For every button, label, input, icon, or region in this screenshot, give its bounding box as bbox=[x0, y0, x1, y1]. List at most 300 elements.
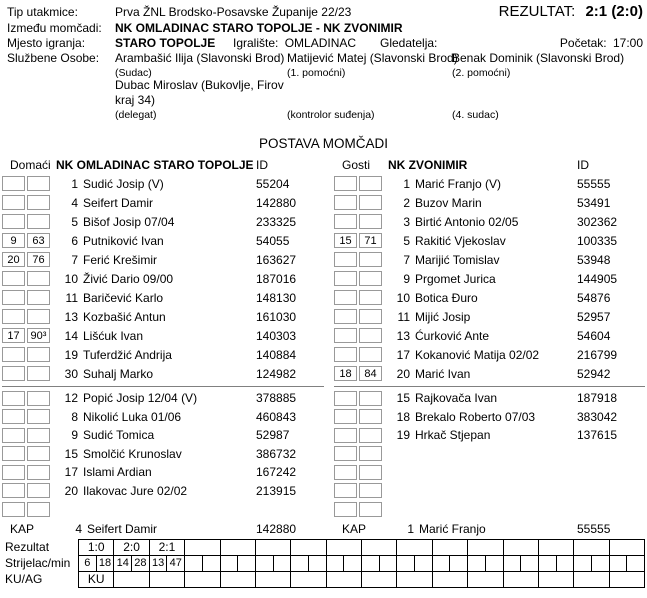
starter-row bbox=[334, 193, 645, 212]
player-name: Buzov Marin bbox=[415, 195, 482, 210]
home-id-header: ID bbox=[256, 157, 268, 172]
player-id: 144905 bbox=[577, 271, 618, 286]
starter-row bbox=[2, 307, 324, 326]
kuag-cell bbox=[397, 572, 432, 588]
teams-label: Između momčadi: bbox=[7, 21, 102, 35]
away-player-rows bbox=[334, 174, 645, 519]
sub-in-cell bbox=[2, 195, 25, 210]
scorer-number-cell bbox=[468, 556, 486, 571]
scorer-minute-pair bbox=[468, 556, 503, 572]
player-id: 216799 bbox=[577, 347, 618, 362]
player-name: Smolčić Krunoslav bbox=[83, 446, 182, 461]
kuag-cell bbox=[291, 572, 326, 588]
sub-minute-cell bbox=[359, 195, 382, 210]
player-number: 15 bbox=[64, 446, 78, 461]
sub-in-cell bbox=[2, 366, 25, 381]
player-id: 124982 bbox=[256, 366, 297, 381]
official-assistant1-role: (1. pomoćni) bbox=[287, 67, 346, 79]
player-name: Islami Ardian bbox=[83, 465, 152, 480]
official-controller-role: (kontrolor suđenja) bbox=[287, 109, 375, 121]
player-id: 100335 bbox=[577, 233, 618, 248]
kuag-cell bbox=[221, 572, 256, 588]
substitute-row bbox=[2, 482, 324, 501]
sub-in-cell bbox=[2, 347, 25, 362]
result-table-column bbox=[291, 540, 326, 588]
player-number: 18 bbox=[396, 409, 410, 424]
kuag-cell bbox=[256, 572, 291, 588]
scorer-minute-cell: 28 bbox=[134, 557, 147, 569]
sub-minute-cell: 71 bbox=[359, 233, 382, 248]
result-table-column bbox=[397, 540, 432, 588]
player-name: Kokanović Matija 02/02 bbox=[415, 347, 540, 362]
sub-in-cell bbox=[334, 290, 357, 305]
score-cell bbox=[539, 540, 574, 556]
sub-minute-cell bbox=[27, 195, 50, 210]
score-cell bbox=[468, 540, 503, 556]
player-id: 140884 bbox=[256, 347, 297, 362]
sub-minute-cell bbox=[27, 271, 50, 286]
scorer-minute-pair bbox=[539, 556, 574, 572]
kuag-cell bbox=[150, 572, 185, 588]
player-name: Rakitić Vjekoslav bbox=[415, 233, 506, 248]
score-cell bbox=[185, 540, 220, 556]
sub-minute-cell bbox=[27, 465, 50, 480]
sub-minute-cell bbox=[359, 409, 382, 424]
substitute-row bbox=[2, 389, 324, 408]
section-divider bbox=[2, 386, 324, 387]
player-number: 13 bbox=[64, 309, 78, 324]
scorer-minute-cell bbox=[557, 556, 574, 571]
kuag-cell bbox=[574, 572, 609, 588]
scorer-minute-pair bbox=[504, 556, 539, 572]
scorer-minute-cell bbox=[627, 556, 644, 571]
player-number: 11 bbox=[397, 309, 410, 324]
scorer-number-cell bbox=[291, 556, 309, 571]
player-name: Sudić Tomica bbox=[83, 428, 155, 443]
player-number: 11 bbox=[65, 290, 78, 305]
substitute-row bbox=[2, 445, 324, 464]
player-number: 2 bbox=[403, 195, 410, 210]
result-table-column bbox=[362, 540, 397, 588]
away-team-name: NK ZVONIMIR bbox=[388, 157, 468, 172]
player-id: 53948 bbox=[577, 252, 611, 267]
scorer-minute-cell bbox=[309, 556, 326, 571]
scorer-minute-pair bbox=[256, 556, 291, 572]
result-table-column bbox=[539, 540, 574, 588]
official-delegate-name: Dubac Miroslav (Bukovlje, Firov kraj 34) bbox=[115, 78, 284, 107]
scorer-number-cell bbox=[256, 556, 274, 571]
scorer-number-cell bbox=[362, 556, 380, 571]
away-captain-id: 55555 bbox=[577, 522, 611, 536]
officials-label: Službene Osobe: bbox=[7, 51, 100, 65]
player-id: 460843 bbox=[256, 409, 297, 424]
starter-row bbox=[2, 364, 324, 383]
score-cell bbox=[397, 540, 432, 556]
scorer-minute-pair bbox=[79, 556, 114, 572]
score-cell bbox=[291, 540, 326, 556]
scorer-minute-cell bbox=[380, 556, 397, 571]
player-number: 10 bbox=[396, 290, 410, 305]
player-number: 13 bbox=[396, 328, 410, 343]
empty-player-row bbox=[334, 500, 645, 519]
pitch-value: OMLADINAC bbox=[284, 36, 357, 50]
kuag-cell bbox=[468, 572, 503, 588]
kuag-cell bbox=[539, 572, 574, 588]
player-id: 137615 bbox=[577, 428, 618, 443]
scorer-row-label: Strijelac/min bbox=[5, 556, 71, 570]
player-number: 9 bbox=[403, 271, 410, 286]
player-id: 52987 bbox=[256, 428, 290, 443]
sub-minute-cell bbox=[27, 428, 50, 443]
sub-in-cell bbox=[334, 176, 357, 191]
away-captain-number: 1 bbox=[407, 522, 414, 536]
player-number: 3 bbox=[403, 214, 410, 229]
player-id: 233325 bbox=[256, 214, 297, 229]
sub-in-cell bbox=[2, 290, 25, 305]
player-name: Prgomet Jurica bbox=[415, 271, 496, 286]
sub-minute-cell bbox=[359, 465, 382, 480]
sub-minute-cell bbox=[27, 366, 50, 381]
kuag-cell bbox=[610, 572, 645, 588]
score-cell bbox=[221, 540, 256, 556]
starter-row bbox=[334, 250, 645, 269]
venue-place: STARO TOPOLJE bbox=[115, 36, 216, 50]
player-number: 7 bbox=[403, 252, 410, 267]
pitch-label: Igralište: bbox=[233, 36, 279, 50]
score-cell: 2:1 bbox=[150, 540, 185, 556]
player-name: Suhalj Marko bbox=[83, 366, 154, 381]
sub-in-cell bbox=[2, 409, 25, 424]
official-assistant1-name: Matijević Matej (Slavonski Brod) bbox=[287, 51, 458, 65]
empty-player-row bbox=[334, 482, 645, 501]
player-name: Botica Đuro bbox=[415, 290, 478, 305]
sub-in-cell bbox=[2, 309, 25, 324]
scorer-minute-pair bbox=[291, 556, 326, 572]
player-name: Tuferdžić Andrija bbox=[83, 347, 172, 362]
player-id: 53491 bbox=[577, 195, 611, 210]
scorer-minute-pair bbox=[433, 556, 468, 572]
spectators-label: Gledatelja: bbox=[380, 36, 438, 50]
starter-row bbox=[2, 231, 324, 250]
home-captain-row bbox=[2, 520, 324, 539]
scorer-minute-pair bbox=[185, 556, 220, 572]
sub-minute-cell bbox=[27, 446, 50, 461]
score-cell bbox=[504, 540, 539, 556]
player-id: 52957 bbox=[577, 309, 611, 324]
sub-in-cell bbox=[2, 483, 25, 498]
pitch bbox=[233, 36, 356, 50]
sub-in-cell bbox=[2, 428, 25, 443]
player-number: 1 bbox=[71, 176, 78, 191]
result-table-column bbox=[327, 540, 362, 588]
player-name: Ferić Krešimir bbox=[83, 252, 157, 267]
away-lineup-column bbox=[334, 155, 645, 539]
official-assistant2-name: Benak Dominik (Slavonski Brod) bbox=[452, 51, 625, 65]
player-name: Bišof Josip 07/04 bbox=[83, 214, 175, 229]
player-id: 54055 bbox=[256, 233, 290, 248]
player-name: Ćurković Ante bbox=[415, 328, 490, 343]
scorer-minute-pair bbox=[397, 556, 432, 572]
kickoff-label: Početak: bbox=[559, 36, 607, 50]
result-table-column bbox=[114, 540, 149, 588]
scorer-minute-cell bbox=[521, 556, 538, 571]
player-name: Kozbašić Antun bbox=[83, 309, 166, 324]
starter-row bbox=[334, 364, 645, 383]
sub-in-cell bbox=[2, 502, 25, 517]
starter-row bbox=[334, 326, 645, 345]
away-side-label: Gosti bbox=[342, 157, 371, 172]
home-captain-id: 142880 bbox=[256, 522, 297, 536]
result-table-column bbox=[468, 540, 503, 588]
sub-minute-cell bbox=[27, 309, 50, 324]
teams-value: NK OMLADINAC STARO TOPOLJE - NK ZVONIMIR bbox=[115, 21, 403, 35]
result-table-column bbox=[221, 540, 256, 588]
substitute-row bbox=[334, 408, 645, 427]
sub-in-cell bbox=[334, 446, 357, 461]
substitute-row bbox=[2, 408, 324, 427]
player-id: 55555 bbox=[577, 176, 611, 191]
player-id: 386732 bbox=[256, 446, 297, 461]
rezultat-row-label: Rezultat bbox=[5, 540, 50, 554]
player-name: Lišćuk Ivan bbox=[83, 328, 144, 343]
scorer-minute-cell bbox=[415, 556, 432, 571]
sub-minute-cell bbox=[27, 483, 50, 498]
kuag-cell: KU bbox=[79, 572, 114, 588]
kuag-cell bbox=[185, 572, 220, 588]
player-name: Marijić Tomislav bbox=[415, 252, 500, 267]
sub-in-cell bbox=[334, 195, 357, 210]
result-table-column bbox=[574, 540, 609, 588]
official-referee-name: Arambašić Ilija (Slavonski Brod) bbox=[115, 51, 285, 65]
player-number: 9 bbox=[71, 428, 78, 443]
starter-row bbox=[334, 231, 645, 250]
home-side-label: Domaći bbox=[10, 157, 51, 172]
player-number: 10 bbox=[64, 271, 78, 286]
player-name: Brekalo Roberto 07/03 bbox=[415, 409, 536, 424]
scorer-number-cell: 13 bbox=[150, 556, 168, 571]
scorer-number-cell bbox=[327, 556, 345, 571]
empty-player-row bbox=[334, 463, 645, 482]
player-id: 187016 bbox=[256, 271, 297, 286]
starter-row bbox=[334, 269, 645, 288]
sub-in-cell: 9 bbox=[2, 233, 25, 248]
away-captain-name: Marić Franjo bbox=[419, 522, 486, 536]
scorer-number-cell bbox=[504, 556, 522, 571]
starter-row bbox=[2, 345, 324, 364]
official-referee-role: (Sudac) bbox=[115, 67, 152, 79]
player-id: 54604 bbox=[577, 328, 611, 343]
sub-in-cell bbox=[2, 214, 25, 229]
result-line bbox=[499, 3, 643, 20]
sub-in-cell bbox=[2, 176, 25, 191]
substitute-row bbox=[334, 389, 645, 408]
player-number: 1 bbox=[403, 176, 410, 191]
player-id: 163627 bbox=[256, 252, 297, 267]
scorer-minute-pair bbox=[327, 556, 362, 572]
home-captain-number: 4 bbox=[75, 522, 82, 536]
score-cell bbox=[362, 540, 397, 556]
player-number: 8 bbox=[71, 409, 78, 424]
player-number: 12 bbox=[64, 391, 78, 406]
player-id: 213915 bbox=[256, 483, 297, 498]
player-number: 14 bbox=[64, 328, 78, 343]
starter-row bbox=[2, 250, 324, 269]
match-type-value: Prva ŽNL Brodsko-Posavske Županije 22/23 bbox=[115, 5, 352, 19]
sub-in-cell bbox=[2, 446, 25, 461]
scorer-number-cell bbox=[433, 556, 451, 571]
player-name: Nikolić Luka 01/06 bbox=[83, 409, 182, 424]
substitute-row bbox=[334, 426, 645, 445]
sub-in-cell bbox=[334, 309, 357, 324]
sub-minute-cell: 76 bbox=[27, 252, 50, 267]
sub-in-cell: 20 bbox=[2, 252, 25, 267]
result-table-column bbox=[504, 540, 539, 588]
sub-in-cell bbox=[2, 391, 25, 406]
player-id: 55204 bbox=[256, 176, 290, 191]
player-number: 17 bbox=[396, 347, 410, 362]
scorer-minute-cell bbox=[203, 556, 220, 571]
starter-row bbox=[2, 174, 324, 193]
starter-row bbox=[2, 288, 324, 307]
scorer-minute-pair bbox=[221, 556, 256, 572]
player-name: Marić Ivan bbox=[415, 366, 471, 381]
player-name: Sudić Josip (V) bbox=[83, 176, 164, 191]
away-column-header bbox=[334, 155, 645, 174]
sub-minute-cell bbox=[27, 502, 50, 517]
result-progress-table bbox=[78, 539, 645, 588]
sub-in-cell bbox=[334, 391, 357, 406]
venue-label: Mjesto igranja: bbox=[7, 36, 86, 50]
scorer-minute-cell bbox=[238, 556, 255, 571]
score-cell bbox=[327, 540, 362, 556]
score-cell: 2:0 bbox=[114, 540, 149, 556]
sub-minute-cell: 63 bbox=[27, 233, 50, 248]
player-name: Baričević Karlo bbox=[83, 290, 164, 305]
scorer-minute-pair bbox=[114, 556, 149, 572]
sub-in-cell bbox=[334, 252, 357, 267]
sub-minute-cell bbox=[27, 176, 50, 191]
player-number: 19 bbox=[396, 428, 410, 443]
scorer-minute-pair bbox=[362, 556, 397, 572]
sub-in-cell: 17 bbox=[2, 328, 25, 343]
scorer-minute-cell bbox=[344, 556, 361, 571]
player-id: 383042 bbox=[577, 409, 618, 424]
sub-minute-cell bbox=[27, 214, 50, 229]
player-number: 20 bbox=[64, 483, 78, 498]
sub-minute-cell bbox=[27, 409, 50, 424]
home-column-header bbox=[2, 155, 324, 174]
scorer-minute-cell bbox=[274, 556, 291, 571]
result-table-column bbox=[433, 540, 468, 588]
score-cell bbox=[433, 540, 468, 556]
official-fourth-role: (4. sudac) bbox=[452, 109, 499, 121]
scorer-minute-cell bbox=[592, 556, 609, 571]
sub-in-cell bbox=[334, 428, 357, 443]
starter-row bbox=[334, 174, 645, 193]
kuag-cell bbox=[114, 572, 149, 588]
scorer-number-cell: 14 bbox=[114, 556, 132, 571]
scorer-minute-cell bbox=[450, 556, 467, 571]
home-captain-label: KAP bbox=[10, 522, 35, 536]
substitute-row bbox=[2, 426, 324, 445]
result-table-column bbox=[79, 540, 114, 588]
sub-in-cell bbox=[334, 214, 357, 229]
scorer-number-cell: 6 bbox=[79, 556, 97, 571]
away-captain-row bbox=[334, 520, 645, 539]
scorer-minute-cell bbox=[486, 556, 503, 571]
sub-minute-cell bbox=[359, 271, 382, 286]
scorer-minute-pair bbox=[610, 556, 645, 572]
score-cell bbox=[256, 540, 291, 556]
player-name: Mijić Josip bbox=[415, 309, 471, 324]
scorer-minute-pair bbox=[574, 556, 609, 572]
player-id: 52942 bbox=[577, 366, 611, 381]
sub-in-cell: 15 bbox=[334, 233, 357, 248]
sub-in-cell: 18 bbox=[334, 366, 357, 381]
kuag-row-label: KU/AG bbox=[5, 572, 43, 586]
scorer-number-cell bbox=[539, 556, 557, 571]
player-name: Hrkač Stjepan bbox=[415, 428, 491, 443]
sub-in-cell bbox=[2, 271, 25, 286]
starter-row bbox=[2, 193, 324, 212]
sub-minute-cell bbox=[359, 446, 382, 461]
kuag-cell bbox=[362, 572, 397, 588]
player-name: Popić Josip 12/04 (V) bbox=[83, 391, 198, 406]
player-id: 148130 bbox=[256, 290, 297, 305]
starter-row bbox=[334, 345, 645, 364]
player-name: Ilakovac Jure 02/02 bbox=[83, 483, 188, 498]
starter-row bbox=[2, 212, 324, 231]
starter-row bbox=[2, 326, 324, 345]
player-number: 4 bbox=[71, 195, 78, 210]
sub-in-cell bbox=[334, 328, 357, 343]
home-player-rows bbox=[2, 174, 324, 519]
score-cell bbox=[610, 540, 645, 556]
sub-minute-cell bbox=[27, 391, 50, 406]
sub-minute-cell bbox=[359, 290, 382, 305]
sub-in-cell bbox=[334, 271, 357, 286]
sub-in-cell bbox=[334, 347, 357, 362]
sub-minute-cell bbox=[359, 428, 382, 443]
player-id: 142880 bbox=[256, 195, 297, 210]
sub-in-cell bbox=[334, 465, 357, 480]
sub-minute-cell bbox=[359, 176, 382, 191]
starter-row bbox=[334, 288, 645, 307]
kuag-cell bbox=[327, 572, 362, 588]
scorer-number-cell bbox=[574, 556, 592, 571]
scorer-number-cell bbox=[221, 556, 239, 571]
score-cell bbox=[574, 540, 609, 556]
player-number: 19 bbox=[64, 347, 78, 362]
home-lineup-column bbox=[2, 155, 324, 539]
player-number: 15 bbox=[396, 391, 410, 406]
away-captain-label: KAP bbox=[342, 522, 367, 536]
result-value: 2:1 (2:0) bbox=[585, 3, 643, 20]
player-name: Živić Dario 09/00 bbox=[83, 271, 174, 286]
lineups-title: POSTAVA MOMČADI bbox=[258, 136, 388, 151]
sub-minute-cell bbox=[27, 290, 50, 305]
player-number: 5 bbox=[71, 214, 78, 229]
scorer-number-cell bbox=[397, 556, 415, 571]
sub-minute-cell bbox=[359, 328, 382, 343]
player-id: 140303 bbox=[256, 328, 297, 343]
score-cell: 1:0 bbox=[79, 540, 114, 556]
home-team-name: NK OMLADINAC STARO TOPOLJE bbox=[56, 157, 254, 172]
away-id-header: ID bbox=[577, 157, 589, 172]
sub-minute-cell bbox=[359, 391, 382, 406]
official-delegate-role: (delegat) bbox=[115, 109, 157, 121]
match-type-label: Tip utakmice: bbox=[7, 5, 78, 19]
